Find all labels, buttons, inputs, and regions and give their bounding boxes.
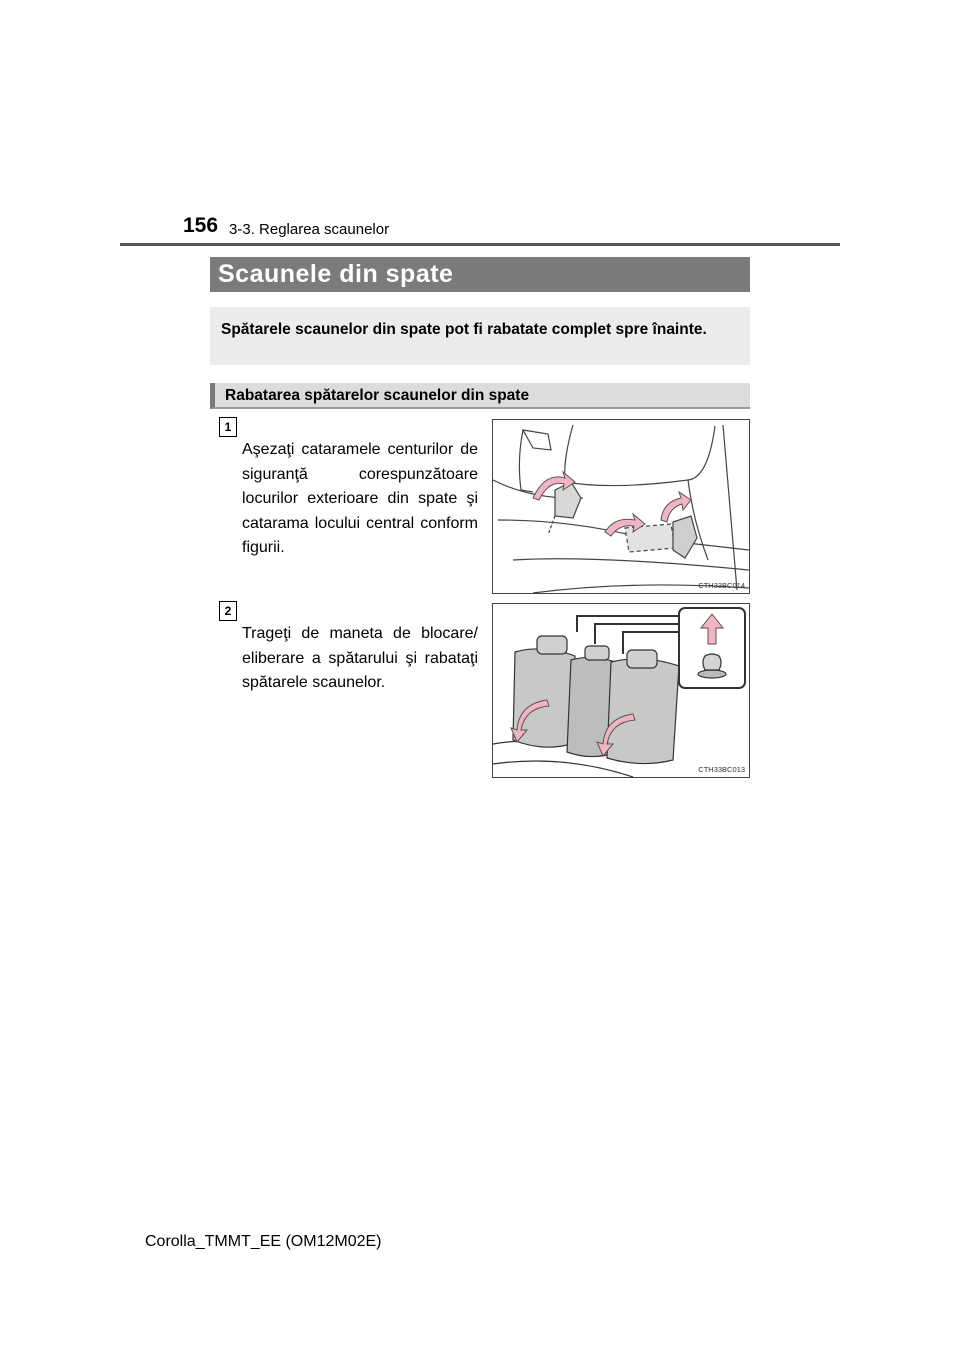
step-2-text: Trageţi de maneta de blocare/ eliberare a spătarului şi rabataţi spătarele scaunelor. <box>242 625 478 691</box>
figure-code-1: CTH33BC014 <box>698 581 745 590</box>
section-title: Scaunele din spate <box>210 257 750 292</box>
intro-box: Spătarele scaunelor din spate pot fi rabatate complet spre înainte. <box>210 307 750 365</box>
step-1-text: Aşezaţi cataramele centurilor de siguranţă corespunzătoare locurilor exterioare din spate şi catarama locului central conform figurii. <box>242 441 478 556</box>
chapter-title: 3-3. Reglarea scaunelor <box>229 221 390 238</box>
figure-code-2: CTH33BC013 <box>698 765 745 774</box>
step-number-1: 1 <box>219 417 237 437</box>
figure-seatbelt-buckles <box>492 419 750 594</box>
footer-model: Corolla_TMMT_EE (OM12M02E) <box>145 1233 382 1250</box>
subsection-title: Rabatarea spătarelor scaunelor din spate <box>210 383 750 409</box>
header-divider <box>120 243 840 246</box>
step-number-2: 2 <box>219 601 237 621</box>
page-number: 156 <box>183 214 219 237</box>
figure-fold-seatbacks <box>492 603 750 778</box>
fold-seatbacks-illustration <box>493 604 749 777</box>
seatbelt-buckles-illustration <box>493 420 749 593</box>
